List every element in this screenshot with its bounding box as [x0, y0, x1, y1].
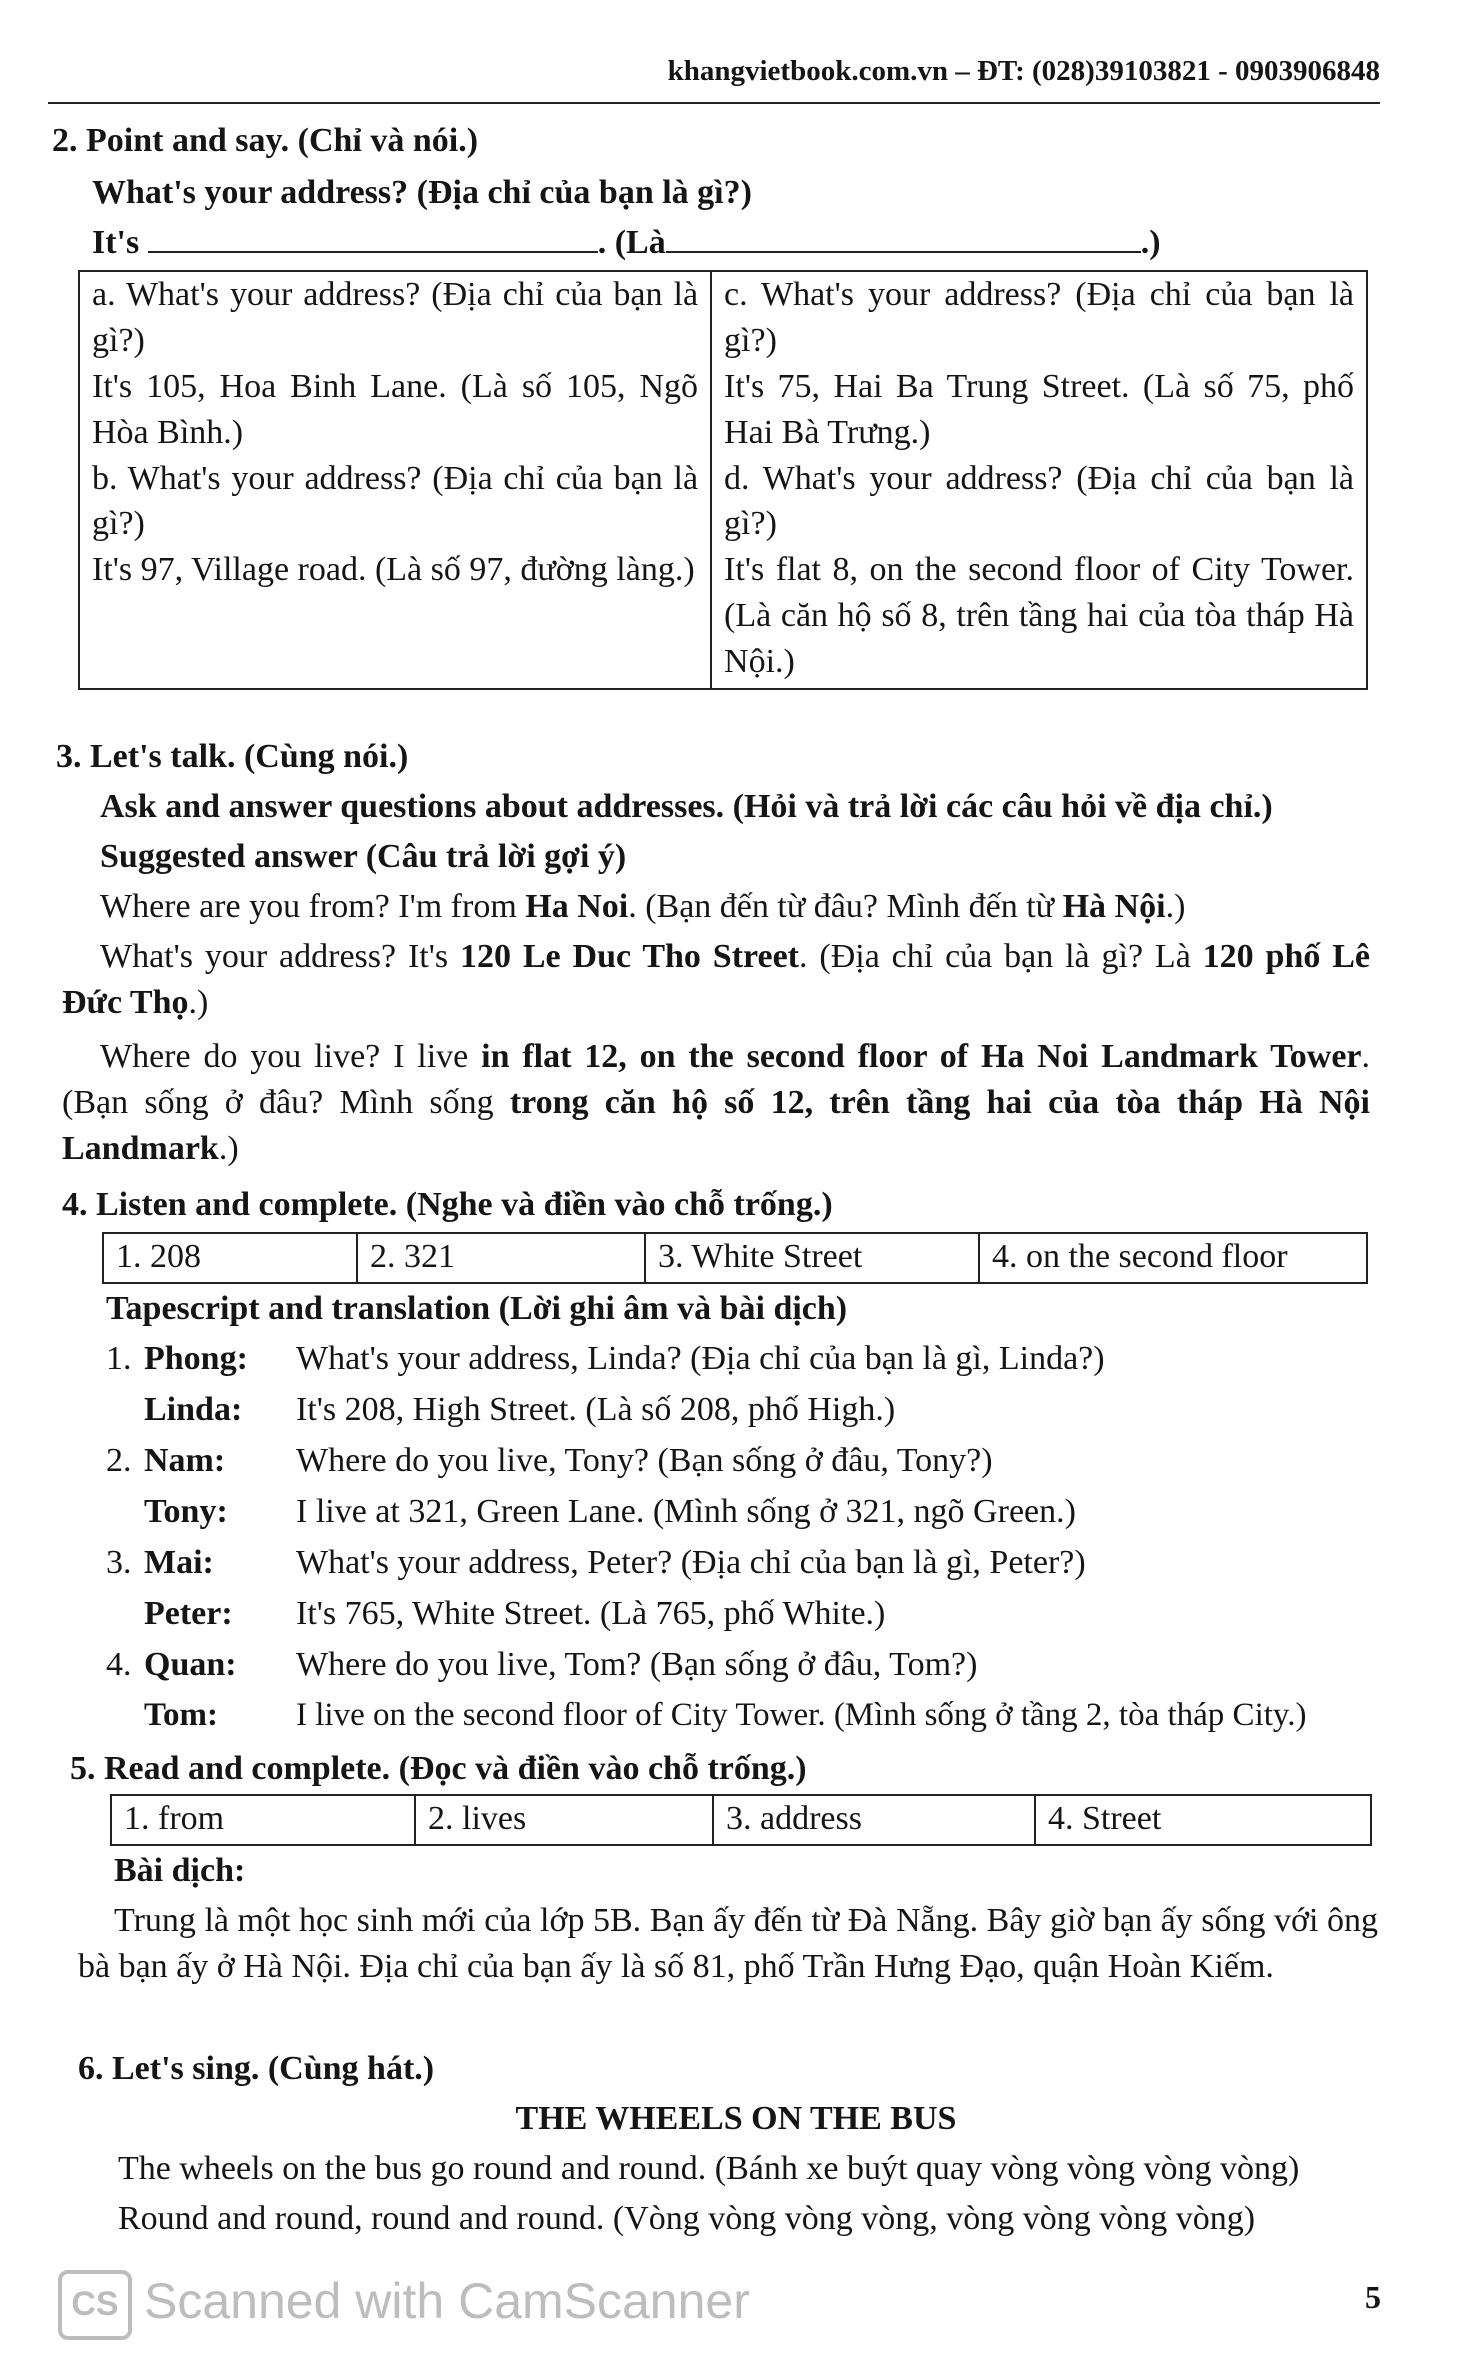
page-header [48, 52, 1380, 104]
header-text: khangvietbook.com.vn – ĐT: (028)39103821 - 0903906848 [667, 55, 1380, 87]
item-b-question: b. What's your address? (Địa chỉ của bạn là gì?) [92, 459, 699, 543]
speaker: Peter: [144, 1595, 233, 1632]
camscanner-logo: CS [58, 2270, 132, 2340]
item-a-answer: It's 105, Hoa Binh Lane. (Là số 105, Ngõ Hòa Bình.) [92, 367, 699, 451]
section-2-title: 2. Point and say. (Chỉ và nói.) [52, 122, 479, 159]
read-answer-cell: 2. lives [415, 1795, 713, 1845]
point-say-right-cell [711, 271, 1367, 689]
section-3-title: 3. Let's talk. (Cùng nói.) [56, 738, 409, 775]
talk-2-e: .) [188, 983, 209, 1021]
section-3-instruction: Ask and answer questions about addresses. (Hỏi và trả lời các câu hỏi về địa chỉ.) [100, 788, 1273, 825]
dialogue-line [106, 1642, 1386, 1693]
talk-line-1 [100, 884, 1185, 930]
talk-1-e: .) [1165, 888, 1186, 925]
point-and-say-table [78, 270, 1368, 690]
section-4-title: 4. Listen and complete. (Nghe và điền vào chỗ trống.) [62, 1186, 833, 1223]
song-title: THE WHEELS ON THE BUS [515, 2100, 957, 2137]
section-3-suggested: Suggested answer (Câu trả lời gợi ý) [100, 838, 627, 875]
talk-3-e: .) [218, 1129, 239, 1167]
talk-2-d: 120 phố Lê Đức Thọ [62, 938, 1371, 1021]
speaker: Quan: [144, 1646, 237, 1683]
talk-1-d: Hà Nội [1062, 888, 1166, 925]
dialogue-text: I live at 321, Green Lane. (Mình sống ở 321, ngõ Green.) [296, 1493, 1076, 1530]
listen-answer-table [102, 1232, 1368, 1284]
talk-2-c: . (Địa chỉ của bạn là gì? Là [799, 938, 1203, 975]
item-c-question: c. What's your address? (Địa chỉ của bạn là gì?) [724, 276, 1354, 359]
talk-1-a: Where are you from? I'm from [100, 888, 526, 925]
pattern-la: . (Là [597, 224, 666, 261]
listen-answer-cell: 3. White Street [645, 1233, 979, 1283]
talk-line-3 [62, 1034, 1370, 1172]
dialogue-line [106, 1489, 1386, 1540]
talk-3-c: . (Bạn sống ở đâu? Mình sống [62, 1038, 1371, 1121]
item-a-question: a. What's your address? (Địa chỉ của bạn là gì?) [92, 276, 699, 359]
dialogue-line [106, 1591, 1386, 1642]
dialogue-line [106, 1336, 1386, 1387]
answer-blank-1 [148, 225, 598, 253]
speaker: Tony: [144, 1493, 228, 1530]
song-line-1: The wheels on the bus go round and round. (Bánh xe buýt quay vòng vòng vòng vòng) [118, 2150, 1300, 2187]
section-6-title: 6. Let's sing. (Cùng hát.) [78, 2050, 435, 2087]
listen-answer-cell: 1. 208 [103, 1233, 357, 1283]
dialogue-number: 2. [106, 1442, 132, 1479]
item-d-answer: It's flat 8, on the second floor of City Tower. (Là căn hộ số 8, trên tầng hai của tòa tháp Hà Nội.) [724, 551, 1354, 681]
dialogue-line [106, 1387, 1386, 1438]
dialogue-line [106, 1693, 1386, 1744]
section-5-title: 5. Read and complete. (Đọc và điền vào chỗ trống.) [70, 1750, 807, 1787]
dialogue-line [106, 1540, 1386, 1591]
dialogue-text: What's your address, Peter? (Địa chỉ của bạn là gì, Peter?) [296, 1544, 1086, 1581]
translation-text: Trung là một học sinh mới của lớp 5B. Bạn ấy đến từ Đà Nẵng. Bây giờ bạn ấy sống với ông bà bạn ấy ở Hà Nội. Địa chỉ của bạn ấy là số 81, phố Trần Hưng Đạo, quận Hoàn Kiếm. [78, 1902, 1378, 1985]
dialogue-number: 3. [106, 1544, 132, 1581]
point-say-left-cell [79, 271, 711, 689]
dialogue-list [106, 1336, 1386, 1744]
dialogue-text: I live on the second floor of City Tower. (Mình sống ở tầng 2, tòa tháp City.) [296, 1697, 1307, 1733]
item-c-answer: It's 75, Hai Ba Trung Street. (Là số 75, phố Hai Bà Trưng.) [724, 367, 1354, 451]
dialogue-text: What's your address, Linda? (Địa chỉ của bạn là gì, Linda?) [296, 1340, 1105, 1377]
section-2-pattern [92, 220, 1161, 266]
listen-answer-cell: 2. 321 [357, 1233, 645, 1283]
speaker: Mai: [144, 1544, 214, 1581]
talk-3-d: trong căn hộ số 12, trên tầng hai của tòa tháp Hà Nội Landmark [62, 1083, 1370, 1167]
dialogue-text: Where do you live, Tom? (Bạn sống ở đâu, Tom?) [296, 1646, 978, 1683]
pattern-end: .) [1140, 224, 1161, 261]
speaker: Linda: [144, 1391, 243, 1428]
read-answer-cell: 1. from [111, 1795, 415, 1845]
dialogue-line [106, 1438, 1386, 1489]
tapescript-title: Tapescript and translation (Lời ghi âm và bài dịch) [106, 1290, 848, 1327]
dialogue-text: It's 208, High Street. (Là số 208, phố High.) [296, 1391, 896, 1428]
camscanner-watermark: Scanned with CamScanner [144, 2273, 750, 2329]
pattern-its: It's [92, 224, 140, 261]
page-number: 5 [1365, 2279, 1381, 2315]
speaker: Tom: [144, 1697, 218, 1733]
answer-blank-2 [666, 225, 1141, 253]
dialogue-text: Where do you live, Tony? (Bạn sống ở đâu, Tony?) [296, 1442, 993, 1479]
talk-1-b: Ha Noi [525, 888, 629, 925]
dialogue-text: It's 765, White Street. (Là 765, phố White.) [296, 1595, 886, 1632]
talk-3-a: Where do you live? I live [100, 1038, 482, 1075]
read-answer-cell: 4. Street [1035, 1795, 1371, 1845]
talk-line-2 [62, 934, 1370, 1026]
talk-3-b: in flat 12, on the second floor of Ha Noi Landmark Tower [481, 1038, 1362, 1075]
read-answer-cell: 3. address [713, 1795, 1035, 1845]
listen-answer-cell: 4. on the second floor [979, 1233, 1367, 1283]
read-answer-table [110, 1794, 1372, 1846]
talk-2-a: What's your address? It's [100, 938, 460, 975]
dialogue-number: 1. [106, 1340, 132, 1377]
item-b-answer: It's 97, Village road. (Là số 97, đường làng.) [92, 551, 695, 589]
talk-1-c: . (Bạn đến từ đâu? Mình đến từ [628, 888, 1063, 925]
item-d-question: d. What's your address? (Địa chỉ của bạn là gì?) [724, 459, 1354, 543]
talk-2-b: 120 Le Duc Tho Street [460, 938, 800, 975]
speaker: Nam: [144, 1442, 226, 1479]
speaker: Phong: [144, 1340, 248, 1377]
dialogue-number: 4. [106, 1646, 132, 1683]
song-line-2: Round and round, round and round. (Vòng vòng vòng vòng, vòng vòng vòng vòng) [118, 2200, 1256, 2237]
translation-title: Bài dịch: [114, 1852, 246, 1889]
section-2-question: What's your address? (Địa chỉ của bạn là gì?) [92, 174, 752, 211]
